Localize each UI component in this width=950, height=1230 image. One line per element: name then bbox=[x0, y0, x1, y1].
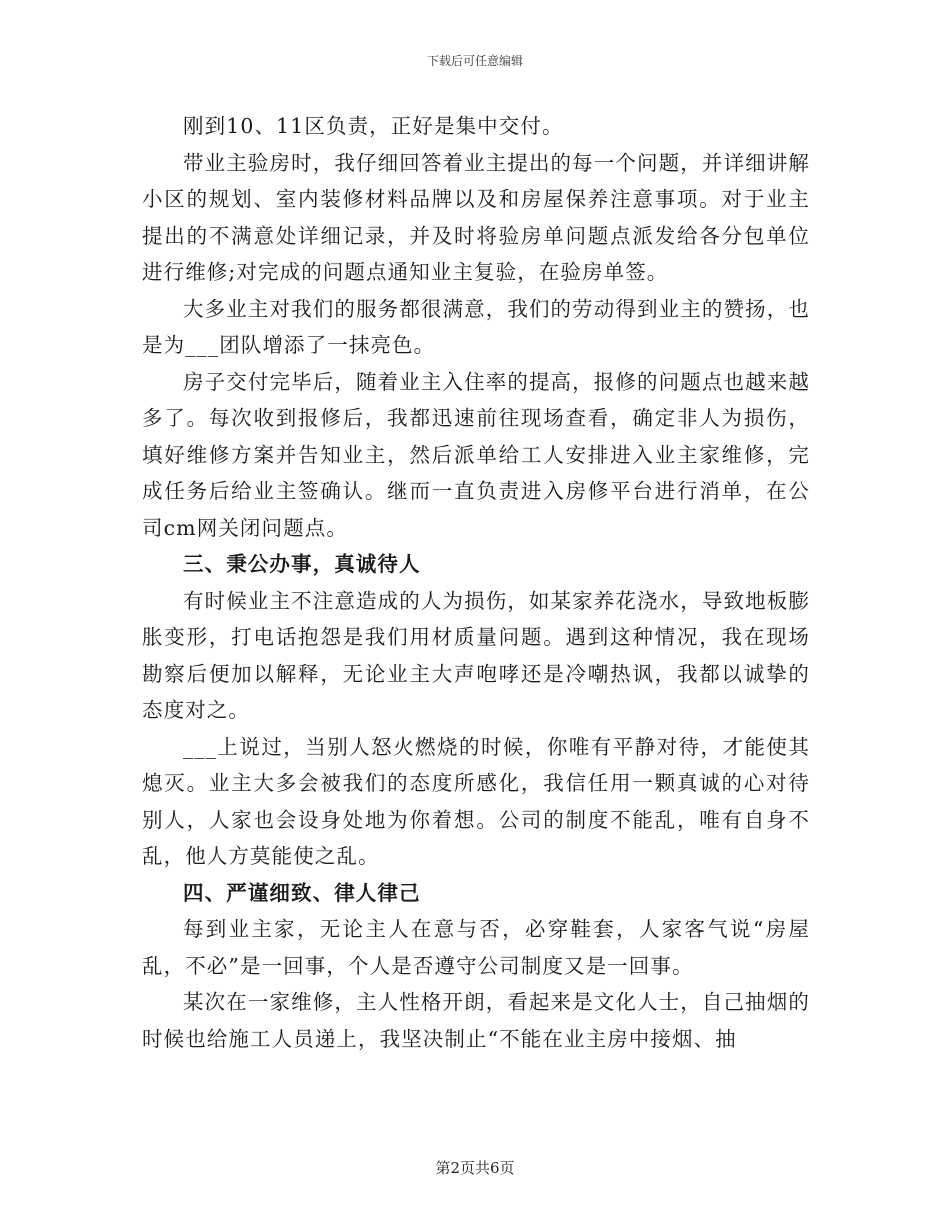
document-body bbox=[142, 108, 810, 1057]
paragraph-8: 某次在一家维修，主人性格开朗，看起来是文化人士，自己抽烟的时候也给施工人员递上，我坚决制止“不能在业主房中接烟、抽 bbox=[142, 990, 810, 1051]
paragraph-4: 房子交付完毕后，随着业主入住率的提高，报修的问题点也越来越多了。每次收到报修后，我都迅速前往现场查看，确定非人为损伤，填好维修方案并告知业主，然后派单给工人安排进入业主家维修，完成任务后给业主签确认。继而一直负责进入房修平台进行消单，在公司cm网关闭问题点。 bbox=[142, 369, 810, 540]
paragraph-2: 带业主验房时，我仔细回答着业主提出的每一个问题，并详细讲解小区的规划、室内装修材料品牌以及和房屋保养注意事项。对于业主提出的不满意处详细记录，并及时将验房单问题点派发给各分包单位进行维修;对完成的问题点通知业主复验，在验房单签。 bbox=[142, 150, 810, 284]
paragraph-1: 刚到10、11区负责，正好是集中交付。 bbox=[183, 114, 564, 138]
page-number-footer: 第2页共6页 bbox=[435, 1159, 515, 1177]
paragraph-7: 每到业主家，无论主人在意与否，必穿鞋套，人家客气说“房屋乱，不必”是一回事，个人是否遵守公司制度又是一回事。 bbox=[142, 917, 810, 978]
paragraph-6: ___上说过，当别人怒火燃烧的时候，你唯有平静对待，才能使其熄灭。业主大多会被我们的态度所感化，我信任用一颗真诚的心对待别人，人家也会设身处地为你着想。公司的制度不能乱，唯有自身不乱，他人方莫能使之乱。 bbox=[142, 734, 810, 868]
paragraph-5: 有时候业主不注意造成的人为损伤，如某家养花浇水，导致地板膨胀变形，打电话抱怨是我们用材质量问题。遇到这种情况，我在现场勘察后便加以解释，无论业主大声咆哮还是冷嘲热讽，我都以诚挚的态度对之。 bbox=[142, 588, 810, 722]
page-header-note: 下载后可任意编辑 bbox=[426, 54, 523, 68]
section-heading-3: 三、秉公办事，真诚待人 bbox=[183, 552, 421, 576]
paragraph-3: 大多业主对我们的服务都很满意，我们的劳动得到业主的赞扬，也是为___团队增添了一抹亮色。 bbox=[142, 296, 810, 357]
section-heading-4: 四、严谨细致、律人律己 bbox=[183, 880, 421, 905]
